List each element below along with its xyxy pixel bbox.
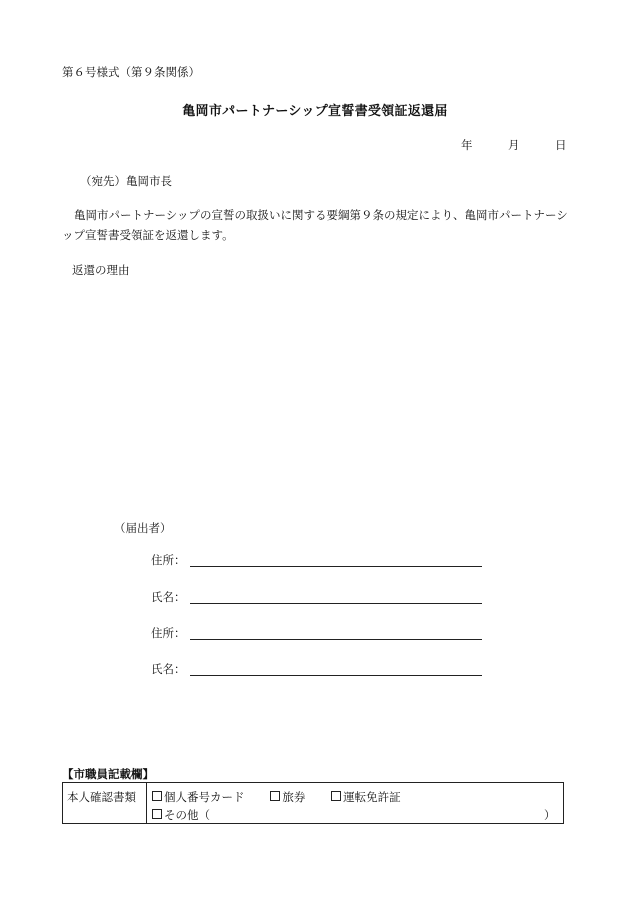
form-number: 第６号様式（第９条関係） [62,65,200,79]
option-drivers-license[interactable]: 運転免許証 [331,790,401,804]
option-other[interactable]: その他（ [152,808,210,822]
body-paragraph: 亀岡市パートナーシップの宣誓の取扱いに関する要綱第９条の規定により、亀岡市パートナーシップ宣誓書受領証を返還します。 [62,208,568,242]
id-document-table [62,782,564,824]
checkbox-icon[interactable] [270,791,280,801]
name-label-2: 氏名： [151,662,186,676]
address-input-line-2[interactable] [190,639,482,640]
address-label-1: 住所： [151,553,186,567]
address-label-2: 住所： [151,626,186,640]
date-month: 月 [508,138,520,152]
other-close-paren: ） [544,808,556,822]
document-title: 亀岡市パートナーシップ宣誓書受領証返還届 [182,104,448,119]
checkbox-icon[interactable] [152,791,162,801]
checkbox-icon[interactable] [152,809,162,819]
staff-section-heading: 【市職員記載欄】 [62,767,154,781]
name-input-line-1[interactable] [190,603,482,604]
reason-label: 返還の理由 [72,263,130,277]
option-passport[interactable]: 旅券 [270,790,305,804]
name-input-line-2[interactable] [190,675,482,676]
date-year: 年 [461,138,473,152]
option-mynumber-card[interactable]: 個人番号カード [152,790,245,804]
other-option-row [152,807,210,823]
checkbox-icon[interactable] [331,791,341,801]
address-input-line-1[interactable] [190,566,482,567]
table-divider [146,783,147,823]
date-day: 日 [555,138,567,152]
id-document-label: 本人確認書類 [67,790,136,804]
addressee: （宛先）亀岡市長 [80,174,172,188]
applicant-label: （届出者） [114,521,172,535]
name-label-1: 氏名： [151,590,186,604]
id-options-row [152,789,401,805]
